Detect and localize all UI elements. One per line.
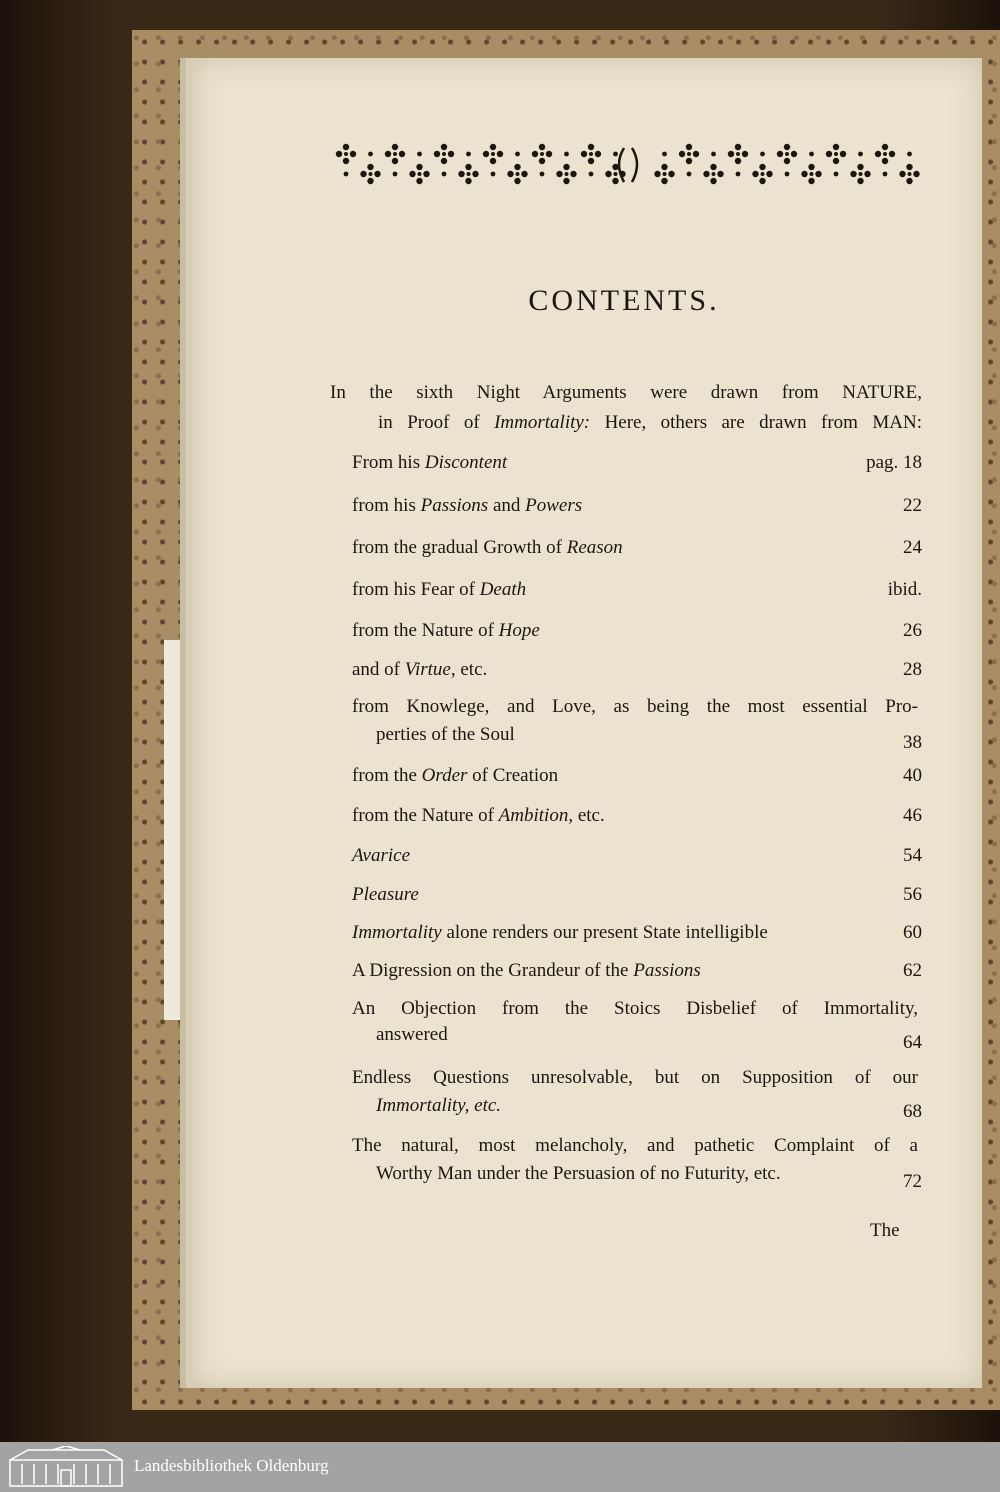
catchword: The bbox=[870, 1220, 900, 1241]
page-number: 62 bbox=[903, 960, 922, 981]
toc-entry: and of Virtue, etc. 28 bbox=[352, 659, 922, 680]
library-building-icon bbox=[8, 1446, 124, 1488]
page-number: 26 bbox=[903, 620, 922, 641]
toc-entry: Pleasure 56 bbox=[352, 884, 922, 905]
toc-entry: from the Order of Creation 40 bbox=[352, 765, 922, 786]
page-number: ibid. bbox=[887, 579, 922, 600]
intro-italic: Immortality: bbox=[494, 412, 591, 433]
page-number: 22 bbox=[903, 495, 922, 516]
page-number: 46 bbox=[903, 805, 922, 826]
toc-entry: from the Nature of Ambition, etc. 46 bbox=[352, 805, 922, 826]
page-number: 64 bbox=[903, 1032, 922, 1053]
toc-entry: An Objection from the Stoics Disbelief of Immortality, answered 64 bbox=[352, 998, 922, 1053]
toc-entry: from Knowlege, and Love, as being the most essential Pro- perties of the Soul 38 bbox=[352, 696, 922, 753]
page-number: pag. 18 bbox=[866, 452, 922, 473]
toc-entry: The natural, most melancholy, and pathetic Complaint of a Worthy Man under the Persuasion of no Futurity, etc. 72 bbox=[352, 1135, 922, 1192]
intro-text-c: Here, others are drawn from MAN: bbox=[590, 412, 922, 433]
page-title: CONTENTS. bbox=[528, 284, 720, 317]
toc-entry: Endless Questions unresolvable, but on Supposition of our Immortality, etc. 68 bbox=[352, 1067, 922, 1122]
toc-entry: from the gradual Growth of Reason 24 bbox=[352, 537, 922, 558]
toc-entry: Immortality alone renders our present State intelligible 60 bbox=[352, 922, 922, 943]
page-number: 28 bbox=[903, 659, 922, 680]
intro-line-1: In the sixth Night Arguments were drawn from NATURE, bbox=[330, 382, 922, 403]
toc-entry: Avarice 54 bbox=[352, 845, 922, 866]
intro-line-2 bbox=[330, 408, 922, 438]
toc-entry: from the Nature of Hope 26 bbox=[352, 620, 922, 641]
intro-text-a: in Proof of bbox=[378, 412, 495, 433]
intro-paragraph bbox=[330, 378, 922, 438]
toc-entry: From his Discontent pag. 18 bbox=[352, 452, 922, 473]
page-number: 40 bbox=[903, 765, 922, 786]
toc-entry: from his Passions and Powers 22 bbox=[352, 495, 922, 516]
ornament-border-icon bbox=[334, 140, 922, 190]
toc-entry: A Digression on the Grandeur of the Passions 62 bbox=[352, 960, 922, 981]
page-number: 60 bbox=[903, 922, 922, 943]
page-number: 72 bbox=[903, 1171, 922, 1192]
page-number: 24 bbox=[903, 537, 922, 558]
institution-name: Landesbibliothek Oldenburg bbox=[134, 1456, 329, 1475]
page-number: 38 bbox=[903, 732, 922, 753]
footer-bar bbox=[0, 1442, 1000, 1492]
paper-edge bbox=[164, 640, 192, 1020]
page-number: 54 bbox=[903, 845, 922, 866]
page-number: 56 bbox=[903, 884, 922, 905]
toc-entry: from his Fear of Death ibid. bbox=[352, 579, 922, 600]
page-number: 68 bbox=[903, 1101, 922, 1122]
